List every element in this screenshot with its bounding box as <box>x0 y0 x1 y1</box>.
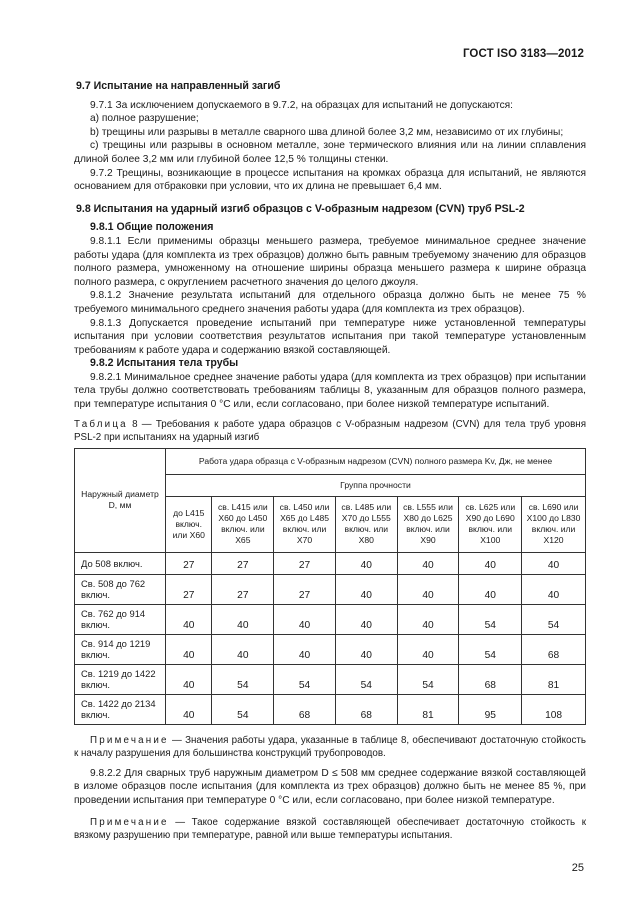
standard-header: ГОСТ ISO 3183—2012 <box>462 48 584 60</box>
header-outer-diameter: Наружный диаметр D, мм <box>75 448 166 552</box>
note-2-label: Примечание <box>90 817 169 829</box>
table-cell: 68 <box>274 694 336 724</box>
table-cell: 68 <box>335 694 397 724</box>
section-9-8-title: 9.8 Испытания на ударный изгиб образцов с V-образным надрезом (CVN) труб PSL-2 <box>76 202 525 215</box>
table-cell: 40 <box>166 664 212 694</box>
table-cell: 68 <box>459 664 522 694</box>
table-cell: 40 <box>522 552 586 574</box>
grade-header: св. L690 или X100 до L830 включ. или X120 <box>522 496 586 552</box>
grade-header: св. L415 или X60 до L450 включ. или X65 <box>212 496 274 552</box>
table-cell: 81 <box>397 694 459 724</box>
table-8-caption <box>74 418 586 444</box>
table-caption-label: Таблица <box>74 418 128 430</box>
table-cell: 81 <box>522 664 586 694</box>
table-cell: 40 <box>459 552 522 574</box>
table-cell: 54 <box>212 664 274 694</box>
table-cell: 40 <box>212 604 274 634</box>
section-9-7-title: 9.7 Испытание на направленный загиб <box>76 80 281 92</box>
table-cell: 108 <box>522 694 586 724</box>
table-row <box>75 634 586 664</box>
grade-header: св. L555 или X80 до L625 включ. или X90 <box>397 496 459 552</box>
table-cell: 40 <box>335 552 397 574</box>
row-label: Св. 1422 до 2134 включ. <box>75 694 166 724</box>
table-cell: 54 <box>274 664 336 694</box>
table-cell: 40 <box>166 694 212 724</box>
header-strength-group: Группа прочности <box>166 474 586 496</box>
para-9-8-2-2: 9.8.2.2 Для сварных труб наружным диаметром D ≤ 508 мм среднее содержание вязкой составляющей в изломе образцов после испытания (для комплекта из трех образцов) должно быть не менее 85 %, при проведении испытания при температуре 0 °С или, если согласовано, при более низкой температуре. <box>74 767 586 806</box>
table-row <box>75 664 586 694</box>
para-9-8-2-1: 9.8.2.1 Минимальное среднее значение работы удара (для комплекта из трех образцов) при испытании тела трубы должно соответствовать требованиям таблицы 8, указанным для образцов полного размера, при температуре испытания 0 °С или, если согласовано, при более низкой температуре испытаний. <box>74 371 586 411</box>
table-cell: 40 <box>397 552 459 574</box>
table-cell: 40 <box>335 634 397 664</box>
table-cell: 40 <box>397 634 459 664</box>
item-a: а) полное разрушение; <box>90 113 199 125</box>
table-cell: 40 <box>166 604 212 634</box>
note-1 <box>74 734 586 760</box>
table-cell: 27 <box>212 552 274 574</box>
table-cell: 40 <box>522 574 586 604</box>
table-cell: 40 <box>459 574 522 604</box>
row-label: Св. 1219 до 1422 включ. <box>75 664 166 694</box>
table-row <box>75 574 586 604</box>
para-9-8-1-1: 9.8.1.1 Если применимы образцы меньшего размера, требуемое минимальное среднее значение работы удара (для комплекта из трех образцов) должно быть равным требуемому значению для образцов полного размера, умноженному на отношение ширины образца меньшего размера к ширине образца полного размера, с округлением расчетного значения до целого джоуля. <box>74 235 586 288</box>
table-row <box>75 552 586 574</box>
table-cell: 54 <box>397 664 459 694</box>
grade-header: до L415 включ. или X60 <box>166 496 212 552</box>
row-label: До 508 включ. <box>75 552 166 574</box>
table-cell: 40 <box>274 634 336 664</box>
note-2 <box>74 816 586 842</box>
table-cell: 54 <box>459 634 522 664</box>
item-b: b) трещины или разрывы в металле сварного шва длиной более 3,2 мм, независимо от их глубины; <box>90 126 564 138</box>
table-cell: 54 <box>212 694 274 724</box>
table-8 <box>74 448 586 725</box>
para-9-7-1: 9.7.1 За исключением допускаемого в 9.7.2, на образцах для испытаний не допускаются: <box>90 99 514 111</box>
table-cell: 40 <box>335 574 397 604</box>
table-row <box>75 694 586 724</box>
table-cell: 27 <box>274 552 336 574</box>
table-cell: 40 <box>166 634 212 664</box>
table-cell: 40 <box>397 604 459 634</box>
table-caption-text: 8 — Требования к работе удара образцов с V-образным надрезом (CVN) для тела труб уровня PSL-2 при испытаниях на ударный изгиб <box>74 418 586 443</box>
table-cell: 54 <box>335 664 397 694</box>
table-cell: 95 <box>459 694 522 724</box>
para-9-7-2: 9.7.2 Трещины, возникающие в процессе испытания на кромках образца для испытаний, не являются основанием для отбраковки при условии, что их длина не превышает 6,4 мм. <box>74 167 586 193</box>
page-number: 25 <box>571 862 584 874</box>
table-cell: 40 <box>274 604 336 634</box>
table-cell: 40 <box>335 604 397 634</box>
grade-header: св. L485 или X70 до L555 включ. или X80 <box>335 496 397 552</box>
table-cell: 68 <box>522 634 586 664</box>
para-9-8-1-2: 9.8.1.2 Значение результата испытаний для отдельного образца должно быть не менее 75 % требуемого минимального среднего значения работы удара (для комплекта из трех образцов). <box>74 290 586 315</box>
table-cell: 27 <box>274 574 336 604</box>
row-label: Св. 762 до 914 включ. <box>75 604 166 634</box>
header-impact-work: Работа удара образца с V-образным надрезом (CVN) полного размера Kv, Дж, не менее <box>166 448 586 474</box>
row-label: Св. 914 до 1219 включ. <box>75 634 166 664</box>
table-row <box>75 604 586 634</box>
grade-header: св. L450 или X65 до L485 включ. или X70 <box>274 496 336 552</box>
table-cell: 40 <box>212 634 274 664</box>
row-label: Св. 508 до 762 включ. <box>75 574 166 604</box>
table-cell: 54 <box>459 604 522 634</box>
section-9-8-1-title: 9.8.1 Общие положения <box>90 221 214 234</box>
note-2-text: — Такое содержание вязкой составляющей обеспечивает достаточную стойкость к вязкому разрушению при температуре, равной или выше температуры испытания. <box>74 817 586 842</box>
table-cell: 40 <box>397 574 459 604</box>
table-cell: 27 <box>212 574 274 604</box>
page-content <box>74 80 586 842</box>
note-1-text: — Значения работы удара, указанные в таблице 8, обеспечивают достаточную стойкость к началу разрушения для большинства конструкций трубопроводов. <box>74 734 586 759</box>
para-9-8-1-3: 9.8.1.3 Допускается проведение испытаний при температуре ниже установленной температуры испытания при условии соответствия результатов испытания при такой температуре установленным требованиям к работе удара и содержанию вязкой составляющей. <box>74 317 586 356</box>
table-cell: 27 <box>166 552 212 574</box>
grade-header: св. L625 или X90 до L690 включ. или X100 <box>459 496 522 552</box>
note-1-label: Примечание <box>90 734 169 746</box>
section-9-8-2-title: 9.8.2 Испытания тела трубы <box>90 357 239 370</box>
table-cell: 54 <box>522 604 586 634</box>
item-c: с) трещины или разрывы в основном металле, зоне термического влияния или на линии сплавления длиной более 3,2 мм или глубиной более 12,5 % толщины стенки. <box>74 140 586 165</box>
table-cell: 27 <box>166 574 212 604</box>
